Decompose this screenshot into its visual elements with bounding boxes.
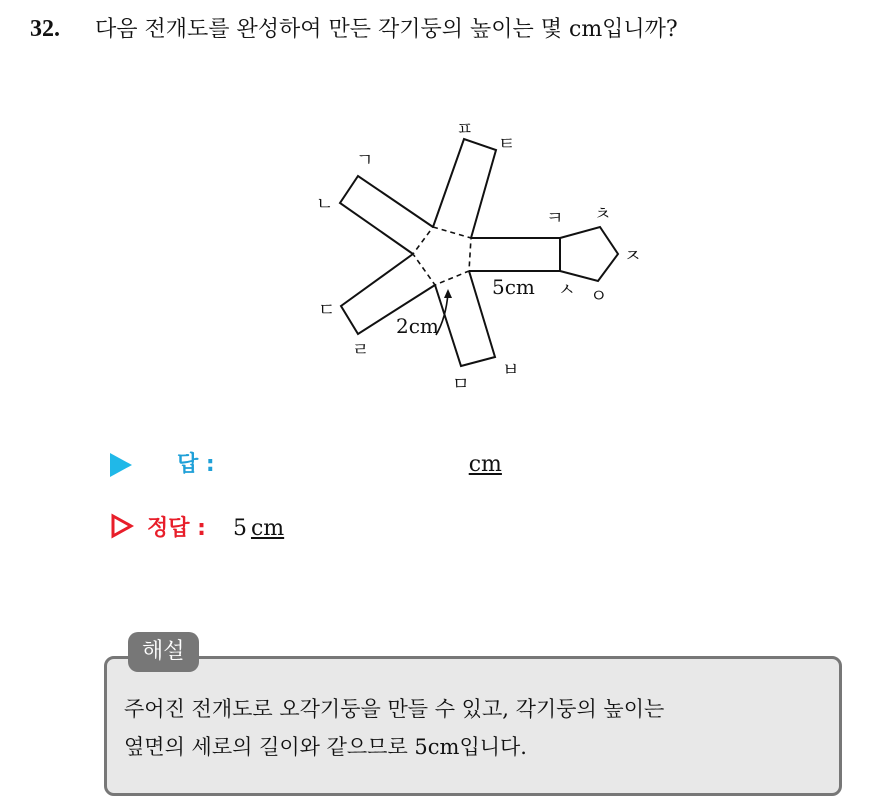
face-upper-left — [340, 176, 433, 254]
label-m: ㅁ — [452, 374, 470, 395]
answer-label: 답 : — [177, 452, 215, 477]
label-ch: ㅊ — [594, 204, 612, 225]
label-p: ㅍ — [456, 119, 474, 140]
explanation-tab: 해설 — [128, 632, 199, 672]
length-2cm: 2cm — [396, 314, 439, 338]
explanation-line-1: 주어진 전개도로 오각기둥을 만들 수 있고, 각기둥의 높이는 — [124, 697, 665, 721]
correct-label: 정답 : — [147, 516, 206, 541]
question-line — [30, 12, 678, 43]
arrowhead — [444, 289, 452, 298]
answer-unit: cm — [468, 452, 502, 477]
explanation-text — [124, 690, 824, 766]
label-b: ㅂ — [502, 360, 520, 381]
label-o: ㅇ — [590, 286, 608, 307]
face-right — [469, 238, 560, 271]
label-n: ㄴ — [316, 194, 334, 215]
correct-row — [110, 511, 284, 545]
correct-unit: cm — [250, 516, 285, 541]
correct-marker-icon — [110, 513, 134, 545]
label-s: ㅅ — [558, 280, 576, 301]
pentagon-base — [560, 227, 618, 281]
label-d: ㄷ — [318, 300, 336, 321]
length-5cm: 5cm — [492, 275, 535, 299]
face-top — [433, 139, 496, 238]
answer-row — [110, 447, 502, 478]
prism-net-figure — [300, 110, 660, 400]
answer-marker-icon — [110, 453, 132, 477]
question-text: 다음 전개도를 완성하여 만든 각기둥의 높이는 몇 cm입니까? — [95, 17, 678, 42]
label-j: ㅈ — [624, 246, 642, 267]
label-g: ㄱ — [356, 150, 374, 171]
explanation-line-2: 옆면의 세로의 길이와 같으므로 5cm입니다. — [124, 735, 527, 759]
correct-value: 5 — [232, 516, 247, 541]
label-k: ㅋ — [546, 208, 564, 229]
pentagon-dashed-base — [413, 227, 471, 285]
question-number: 32. — [30, 16, 60, 42]
label-t: ㅌ — [498, 134, 516, 155]
label-r: ㄹ — [352, 340, 370, 361]
